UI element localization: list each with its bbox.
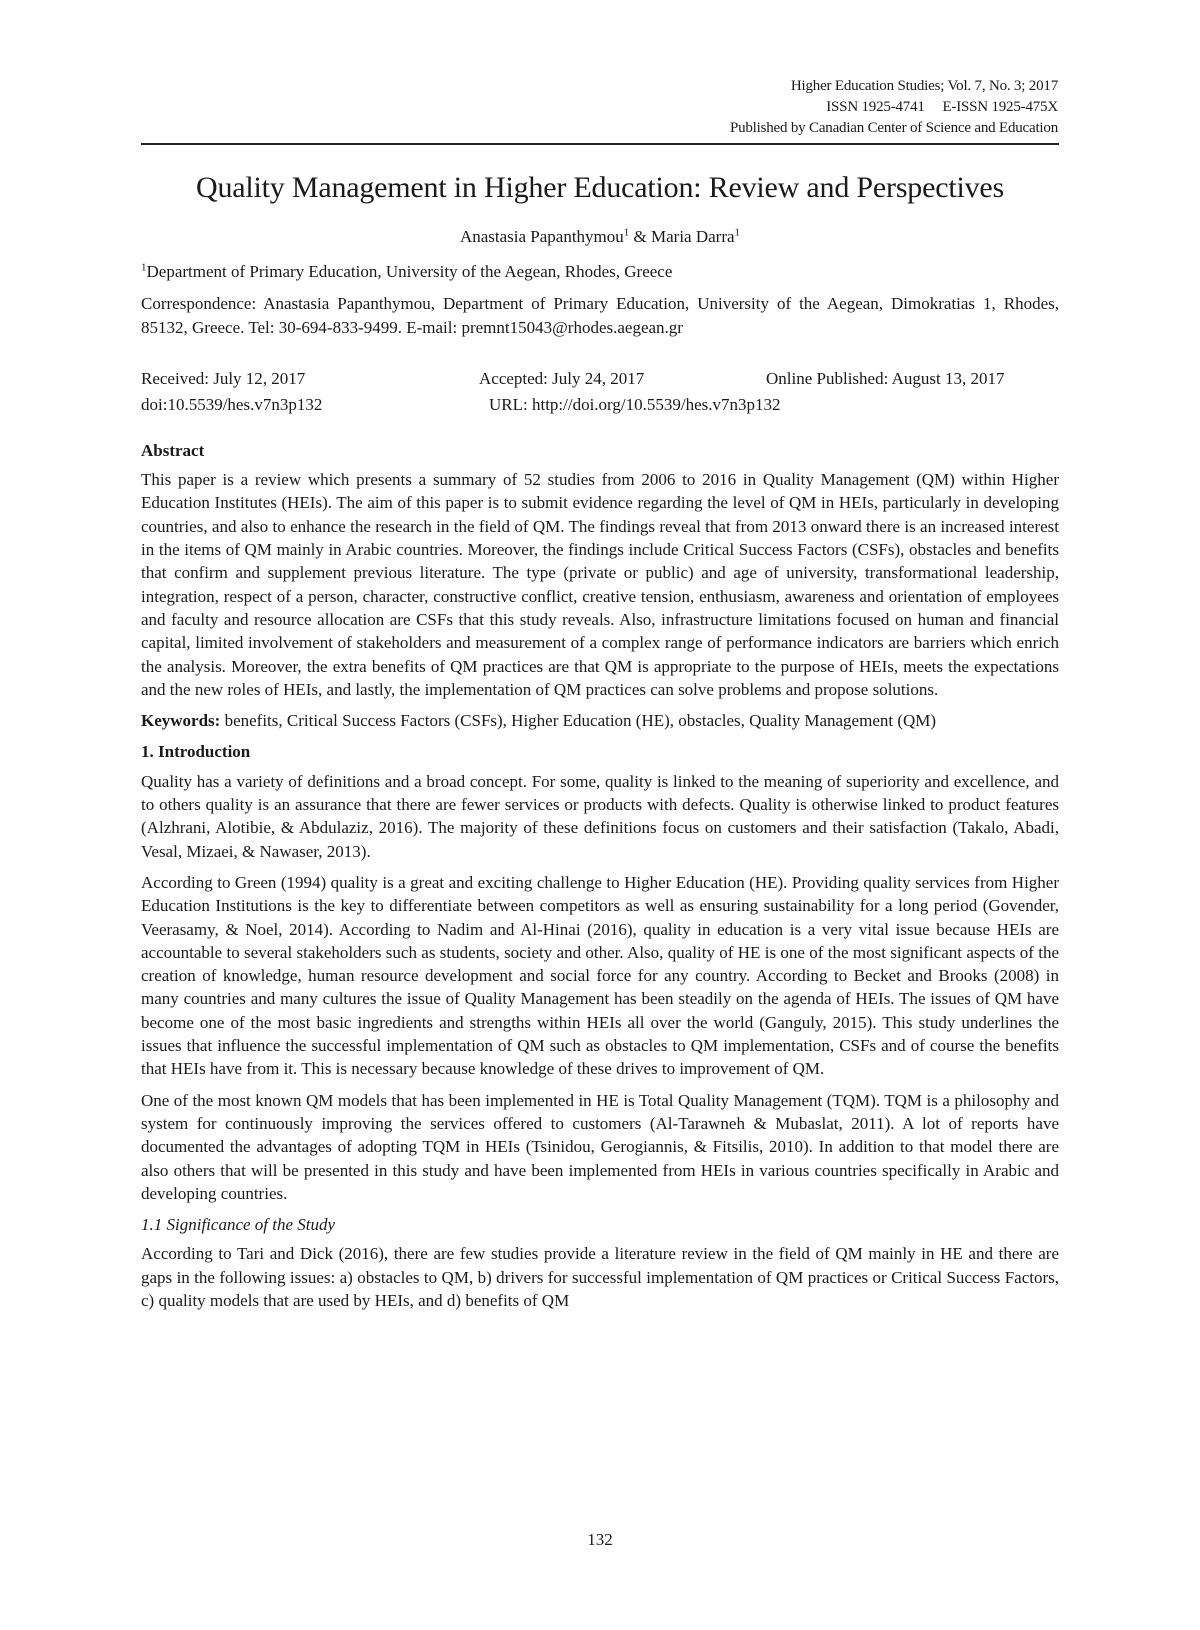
journal-header bbox=[458, 76, 1058, 139]
header-rule bbox=[141, 143, 1059, 145]
publication-dates bbox=[141, 367, 1059, 417]
keywords bbox=[141, 709, 1059, 732]
abstract-heading: Abstract bbox=[141, 440, 205, 460]
keywords-label: Keywords: bbox=[141, 711, 221, 731]
affiliation-text: Department of Primary Education, University of the Aegean, Rhodes, Greece bbox=[146, 262, 673, 281]
abstract-text: This paper is a review which presents a summary of 52 studies from 2006 to 2016 in Quality Management (QM) within Higher Education Institutes (HEIs). The aim of this paper is to submit evidence regarding the level of QM in HEIs, particularly in developing countries, and also to enhance the research in the field of QM. The findings reveal that from 2013 onward there is an increased interest in the items of QM mainly in Arabic countries. Moreover, the findings include Critical Success Factors (CSFs), obstacles and benefits that confirm and supplement previous literature. The type (private or public) and age of university, transformational leadership, integration, respect of a person, character, constructive conflict, creative tension, enthusiasm, awareness and orientation of employees and faculty and resource allocation are CSFs that this study reveals. Also, infrastructure limitations focused on human and financial capital, limited involvement of stakeholders and measurement of a complex range of performance indicators are barriers which enrich the analysis. Moreover, the extra benefits of QM practices are that QM is appropriate to the purpose of HEIs, meets the expectations and the new roles of HEIs, and lastly, the implementation of QM practices can solve problems and propose solutions. bbox=[141, 470, 1059, 699]
body-paragraph: Quality has a variety of definitions and a broad concept. For some, quality is linked to the meaning of superiority and excellence, and to others quality is an assurance that there are fewer services or products with defects. Quality is otherwise linked to product features (Alzhrani, Alotibie, & Abdulaziz, 2016). The majority of these definitions focus on customers and their satisfaction (Takalo, Abadi, Vesal, Mizaei, & Nawaser, 2013). bbox=[141, 771, 1059, 861]
page-number: 132 bbox=[587, 1530, 613, 1549]
online-published-date: Online Published: August 13, 2017 bbox=[766, 368, 1005, 388]
body-paragraph: According to Tari and Dick (2016), there are few studies provide a literature review in the field of QM mainly in HE and there are gaps in the following issues: a) obstacles to QM, b) drivers for successful implementation of QM practices or Critical Success Factors, c) quality models that are used by HEIs, and d) benefits of QM bbox=[141, 1244, 1059, 1310]
body-paragraph: One of the most known QM models that has been implemented in HE is Total Quality Management (TQM). TQM is a philosophy and system for continuously improving the services offered to customers (Al-Tarawneh & Mubaslat, 2011). A lot of reports have documented the advantages of adopting TQM in HEIs (Tsinidou, Gerogiannis, & Fitsilis, 2010). In addition to that model there are also others that will be presented in this study and have been implemented from HEIs in various countries specifically in Arabic and developing countries. bbox=[141, 1090, 1059, 1203]
paper-title: Quality Management in Higher Education: Review and Perspectives bbox=[195, 171, 1004, 204]
subsection-heading-significance: 1.1 Significance of the Study bbox=[141, 1215, 336, 1235]
accepted-date: Accepted: July 24, 2017 bbox=[479, 368, 645, 388]
paper-body bbox=[141, 260, 1059, 1320]
doi-url: URL: http://doi.org/10.5539/hes.v7n3p132 bbox=[489, 394, 781, 414]
author-affiliation-mark: 1 bbox=[734, 226, 741, 239]
section-heading-introduction: 1. Introduction bbox=[141, 742, 251, 762]
affiliation-mark: 1 bbox=[141, 261, 147, 274]
keywords-list: benefits, Critical Success Factors (CSFs), Higher Education (HE), obstacles, Quality Management (QM) bbox=[220, 711, 937, 731]
author-line bbox=[141, 226, 1059, 248]
body-paragraph: According to Green (1994) quality is a great and exciting challenge to Higher Education (HE). Providing quality services from Higher Education Institutions is the key to differentiate between competitors as well as ensuring sustainability for a long period (Govender, Veerasamy, & Noel, 2014). According to Nadim and Al-Hinai (2016), quality in education is a very vital issue because HEIs are accountable to several stakeholders such as students, society and other. Also, quality of HE is one of the most significant aspects of the creation of knowledge, human resource development and social force for any country. According to Becket and Brooks (2008) in many countries and many cultures the issue of Quality Management has been steadily on the agenda of HEIs. The issues of QM have become one of the most basic ingredients and strengths within HEIs all over the world (Ganguly, 2015). This study underlines the issues that influence the successful implementation of QM such as obstacles to QM implementation, CSFs and of course the benefits that HEIs have from it. This is necessary because knowledge of these drives to improvement of QM. bbox=[141, 872, 1059, 1079]
affiliation bbox=[141, 260, 1059, 283]
author-name: Maria Darra bbox=[651, 227, 735, 246]
doi: doi:10.5539/hes.v7n3p132 bbox=[141, 394, 323, 414]
author-affiliation-mark: 1 bbox=[623, 226, 630, 239]
author-joiner: & bbox=[629, 227, 652, 246]
journal-issn: ISSN 1925-4741 E-ISSN 1925-475X bbox=[826, 99, 1058, 115]
correspondence: Correspondence: Anastasia Papanthymou, Department of Primary Education, University of the Aegean, Dimokratias 1, Rhodes, 85132, Greece. Tel: 30-694-833-9499. E-mail: premnt15043@rhodes.aegean.gr bbox=[141, 294, 1059, 337]
journal-publisher: Published by Canadian Center of Science and Education bbox=[729, 120, 1058, 136]
journal-citation: Higher Education Studies; Vol. 7, No. 3; 2017 bbox=[790, 78, 1058, 94]
author-name: Anastasia Papanthymou bbox=[459, 227, 624, 246]
received-date: Received: July 12, 2017 bbox=[141, 368, 306, 388]
